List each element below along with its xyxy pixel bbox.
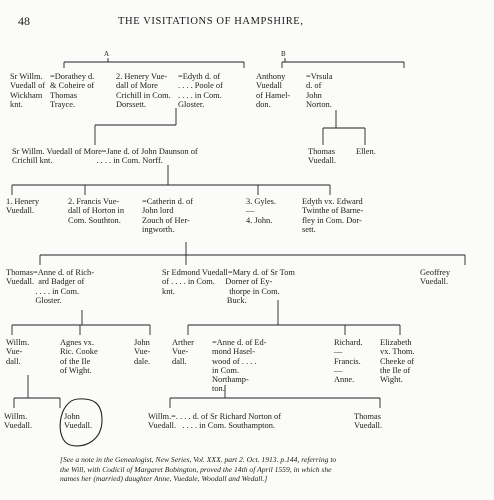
person-vrsula: =Vrsula d. of John Norton.	[306, 72, 333, 109]
person-gyles: 3. Gyles. — 4. John.	[246, 197, 277, 225]
person-ellen: Ellen.	[356, 147, 376, 156]
person-edmond-mary: Sr Edmond Vuedall=Mary d. of Sr Tom of . . . . in Com. Dorner of Ey- knt. thorpe in Com. Buck.	[162, 268, 295, 305]
person-sir-william: Sr Willm. Vuedall of Wickham knt.	[10, 72, 46, 109]
person-willm-gen6: Willm. Vuedall.	[4, 412, 33, 431]
marker-a: A	[104, 50, 110, 58]
person-edyth-twinthe: Edyth vx. Edward Twinthe of Barne- fley in Com. Dor- sett.	[302, 197, 364, 234]
person-elizabeth: Elizabeth vx. Thom. Cheeke of the Ile of Wight.	[380, 338, 415, 385]
person-edyth: =Edyth d. of . . . . Poole of . . . . in Com. Gloster.	[178, 72, 223, 109]
person-arther: Arther Vue- dall.	[172, 338, 194, 366]
person-geoffrey: Geoffrey Vuedall.	[420, 268, 451, 287]
person-anne-haselwood: =Anne d. of Ed- mond Hasel- wood of . . . . in Com. Northamp- ton.	[212, 338, 267, 394]
person-sir-william-more: Sr Willm. Vuedall of More=Jane d. of John Daunson of Crichill knt. . . . . in Com. Norff.	[12, 147, 198, 166]
person-anthony: Anthony Vuedall of Hamel- don.	[256, 72, 291, 109]
footnote: [See a note in the Genealogist, New Series, Vol. XXX. part 2. Oct. 1913. p.144, referring to the Will, with Codicil of Margaret Bobington, proved the 14th of April 1559, in which she names her (married) daughter Anne, Vuedale, Woodall and Wedall.]	[60, 455, 337, 484]
page-number: 48	[18, 14, 30, 28]
person-thomas-anne: Thomas=Anne d. of Rich- Vuedall. ard Badger of . . . . in Com. Gloster.	[6, 268, 94, 305]
person-willm-norton: Willm.=. . . . d. of Sr Richard Norton of Vuedall. . . . . in Com. Southampton.	[148, 412, 282, 431]
person-thomas: Thomas Vuedall.	[308, 147, 337, 166]
person-catherin: =Catherin d. of John lord Zouch of Her- ingworth.	[142, 197, 194, 234]
page-title: THE VISITATIONS OF HAMPSHIRE,	[118, 16, 304, 27]
person-john: John Vue- dale.	[134, 338, 151, 366]
person-henry-1: 1. Henery Vuedall.	[6, 197, 40, 216]
person-dorathey: =Dorathey d. & Coheire of Thomas Trayce.	[50, 72, 95, 109]
person-richard-francis-anne: Richard. — Francis. — Anne.	[334, 338, 363, 385]
person-john-gen6: John Vuedall.	[64, 412, 93, 431]
person-thomas-gen6: Thomas Vuedall.	[354, 412, 383, 431]
person-willm: Willm. Vue- dall.	[6, 338, 30, 366]
person-francis: 2. Francis Vue- dall of Horton in Com. Southton.	[68, 197, 125, 225]
marker-b: B	[281, 50, 286, 58]
person-agnes: Agnes vx. Ric. Cooke of the Ile of Wight.	[60, 338, 98, 375]
person-henry: 2. Henery Vue- dall of More Crichill in Com. Dorssett.	[116, 72, 171, 109]
